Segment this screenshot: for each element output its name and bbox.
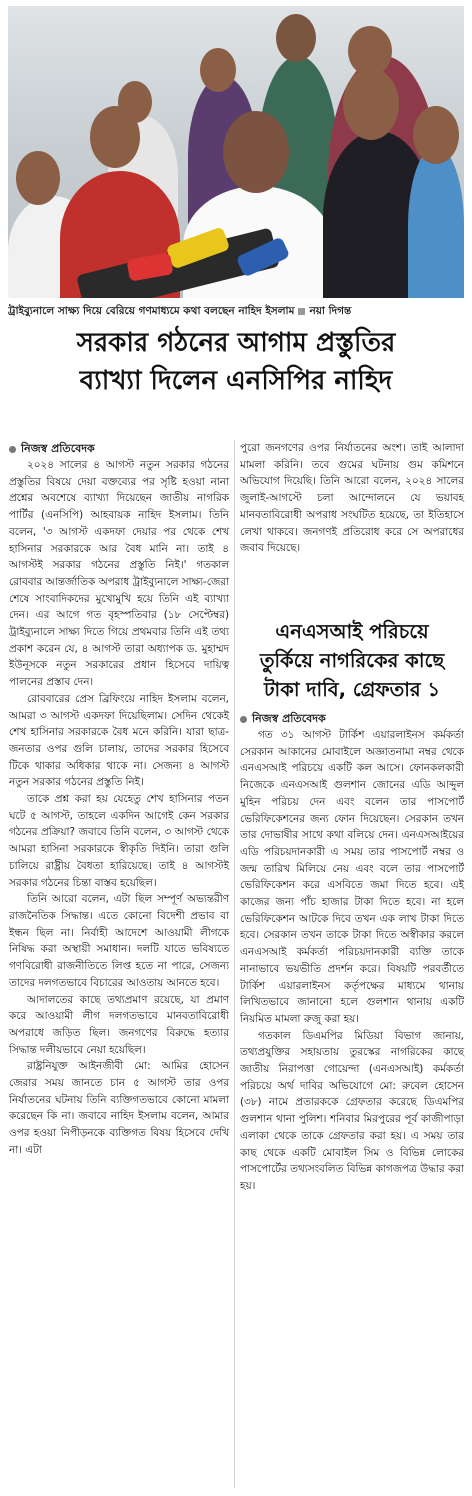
article2-headline-line-2: তুর্কিয়ে নাগরিকের কাছে [259,649,445,672]
photo-head-speaker [223,111,289,193]
caption-text: ট্রাইব্যুনালে সাক্ষ্য দিয়ে বেরিয়ে গণমাধ্যমে কথা বলছেন নাহিদ ইসলাম [8,305,295,317]
article1-paragraph: রোববারের প্রেস ব্রিফিংয়ে নাহিদ ইসলাম বলেন, আমরা ৩ আগস্ট একদফা দিয়েছিলাম। সেদিন থেকেই শেখ হাসিনার সরকারকে বৈধ মনে করিনি। যারা ছাত্র-জনতার ওপর গুলি চালায়, তাদের সরকার হিসেবে টিকে থাকার অধিকার থাকে না। সেজন্য ৪ আগস্ট নতুন সরকার গঠনের প্রস্তুতি নিই। [9,692,229,789]
article2-byline [240,710,464,727]
column-divider [234,440,235,1488]
article1-paragraph: তিনি আরো বলেন, এটা ছিল সম্পূর্ণ অভ্যন্তরীণ রাজনৈতিক সিদ্ধান্ত। এতে কোনো বিদেশী প্রভাব বা ইন্ধন ছিল না। নির্বাহী আদেশে আওয়ামী লীগকে নিষিদ্ধ করা অস্থায়ী সমাধান। দলটি যাতে ভবিষ্যতে গণবিরোধী রাজনীতিতে লিপ্ত হতে না পারে, সেজন্য তাদের দলগতভাবে বিচারের আওতায় আনতে হবে। [9,893,229,989]
news-photo [8,6,464,298]
photo-head-bg1 [276,14,316,62]
headline-line-1: সরকার গঠনের আগাম প্রস্তুতির [76,328,396,358]
photo-head-right [413,106,459,164]
article1-column-continued [240,440,464,557]
photo-head-suit [343,68,399,140]
article1-paragraph: আদালতের কাছে তথ্যপ্রমাণ রয়েছে, যা প্রমাণ করে আওয়ামী লীগ দলগতভাবে মানবতাবিরোধী অপরাধে জড়িত ছিল। জনগণের বিরুদ্ধে হত্যার সিদ্ধান্ত দলীয়ভাবে নেয়া হয়েছিল। [9,993,229,1056]
article2-headline [238,617,466,704]
byline-bullet-icon [9,446,16,453]
caption-source: নয়া দিগন্ত [309,305,352,317]
article2-column [240,710,464,1195]
article2-paragraph: গত ৩১ আগস্ট টার্কিশ এয়ারলাইনস কর্মকর্তা সেরকান আকানের মোবাইলে অজ্ঞাতনামা নম্বর থেকে এনএসআই পরিচয়ে একটি কল আসে। ফোনকলকারী নিজেকে এনএসআই গুলশান জোনের এডি আব্দুল মুহিন পরিচয় দেন এবং বলেন তার পাসপোর্ট ভেরিফিকেশনের জন্য ফোন দিয়েছেন। সেরকান তখন তার দোভাষীর সাথে কথা বলিয়ে দেন। এনএসআইয়ের এডি পরিচয়দানকারী এ সময় তার পাসপোর্ট নম্বর ও জন্ম তারিখ মিলিয়ে নেয় এবং বলে তার পাসপোর্ট ভেরিফিকেশন করে এসবিতে জমা দিতে হবে। এই কাজের জন্য পাঁচ হাজার টাকা দিতে হবে। না হলে ভেরিফিকেশন আটকে দিবে তখন এক লাখ টাকা দিতে হবে। সেরকান তখন তাকে টাকা দিতে অস্বীকার করলে এনএসআই কর্মকর্তা পরিচয়দানকারী ব্যক্তি তাকে নানাভাবে ভয়ভীতি প্রদর্শন করে। বিষয়টি পরবর্তীতে টার্কিশ এয়ারলাইনস কর্তৃপক্ষের মাধ্যমে থানায় লিখিতভাবে জানানো হলে গুলশান থানায় একটি নিয়মিত মামলা রুজু করা হয়। [240,729,464,1025]
headline-line-2: ব্যাখ্যা দিলেন এনসিপির নাহিদ [79,366,393,396]
article1-byline [9,440,229,457]
photo-head-bg3 [200,48,236,92]
article2-headline-line-3: টাকা দাবি, গ্রেফতার ১ [263,678,441,701]
photo-caption [8,302,464,320]
article1-column-left [9,440,229,1159]
caption-square-icon [298,308,305,315]
photo-person-right [408,146,464,298]
article1-paragraph: রাষ্ট্রনিযুক্ত আইনজীবী মো: আমির হোসেন জেরার সময় জানতে চান ৫ আগস্ট তার ওপর নির্যাতনের ঘটনায় তিনি ব্যক্তিগতভাবে কোনো মামলা করেছেন কি না। জবাবে নাহিদ ইসলাম বলেন, আমার ওপর হওয়া নিপীড়নকে ব্যক্তিগত বিষয় হিসেবে দেখি না। এটা [9,1060,229,1156]
photo-head-left [16,151,60,205]
article2-paragraph: গতকাল ডিএমপির মিডিয়া বিভাগ জানায়, তথ্যপ্রযুক্তির সহায়তায় তুরস্কের নাগরিকের কাছে জাতীয় নিরাপত্তা গোয়েন্দা (এনএসআই) কর্মকর্তা পরিচয়ে অর্থ দাবির অভিযোগে মো: রুবেল হোসেন (৩৮) নামে প্রতারককে গ্রেফতার করেছে ডিএমপির গুলশান থানা পুলিশ। শনিবার মিরপুরের পূর্ব কাজীপাড়া এলাকা থেকে তাকে গ্রেফতার করা হয়। এ সময় তার কাছ থেকে একটি মোবাইল সিম ও বিভিন্ন লোকের পাসপোর্টের তথ্যসংবলিত বিভিন্ন কাগজপত্র উদ্ধার করা হয়। [240,1029,464,1192]
main-headline [8,324,464,400]
article2-byline-text: নিজস্ব প্রতিবেদক [252,712,326,725]
article1-continued: পুরো জনগণের ওপর নির্যাতনের অংশ। তাই আলাদা মামলা করিনি। তবে গুমের ঘটনায় গুম কমিশনে অভিযোগ দিয়েছি। তিনি আরো বলেন, ২০২৪ সালের জুলাই-আগস্টে চলা আন্দোলনে যে ভয়াবহ মানবতাবিরোধী অপরাধ সংঘটিত হয়েছে, তা ইতিহাসে লেখা থাকবে। জনগণই প্রতিরোধ করে সে অপরাধের জবাব দিয়েছে। [240,442,464,555]
article1-paragraph: তাকে প্রশ্ন করা হয় যেহেতু শেখ হাসিনার পতন ঘটে ৫ আগস্ট, তাহলে একদিন আগেই কেন সরকার গঠনের প্রক্রিয়া? জবাবে তিনি বলেন, ৩ আগস্ট থেকে আমরা হাসিনা সরকারকে স্বীকৃতি দিইনি। তারা গুলি চালিয়ে রাষ্ট্রীয় বৈধতা হারিয়েছে। তাই ৪ আগস্টই সরকার গঠনের চিন্তা বাস্তব হয়েছিল। [9,793,229,889]
article1-byline-text: নিজস্ব প্রতিবেদক [21,442,95,455]
article1-paragraph: ২০২৪ সালের ৪ আগস্ট নতুন সরকার গঠনের প্রস্তুতির বিষয়ে দেয়া বক্তব্যের পর সৃষ্টি হওয়া নানা প্রশ্নের অবশেষে ব্যাখ্যা দিয়েছেন জাতীয় নাগরিক পার্টির (এনসিপি) আহবায়ক নাহিদ ইসলাম। তিনি বলেন, '৩ আগস্ট একদফা দেয়ার পর থেকে শেখ হাসিনার সরকারকে আর বৈধ মানি না। তাই ৪ আগস্টই সরকার গঠনের প্রস্তুতি নিই।' গতকাল রোববার আন্তর্জাতিক অপরাধ ট্রাইব্যুনালে সাক্ষ্য-জেরা শেষে সাংবাদিকদের মুখোমুখি হয়ে তিনি এই ব্যাখ্যা দেন। এর আগে গত বৃহস্পতিবার (১৮ সেপ্টেম্বর) ট্রাইব্যুনালে সাক্ষ্য দিতে গিয়ে প্রথমবার তিনি এই তথ্য প্রকাশ করেন যে, ৪ আগস্ট তারা অধ্যাপক ড. মুহাম্মদ ইউনূসকে নতুন সরকারের প্রধান হিসেবে দায়িত্ব পালনের প্রস্তাব দেন। [9,459,229,689]
byline-bullet-icon [240,716,247,723]
photo-head-red [90,106,140,168]
article2-headline-line-1: এনএসআই পরিচয়ে [275,620,429,643]
